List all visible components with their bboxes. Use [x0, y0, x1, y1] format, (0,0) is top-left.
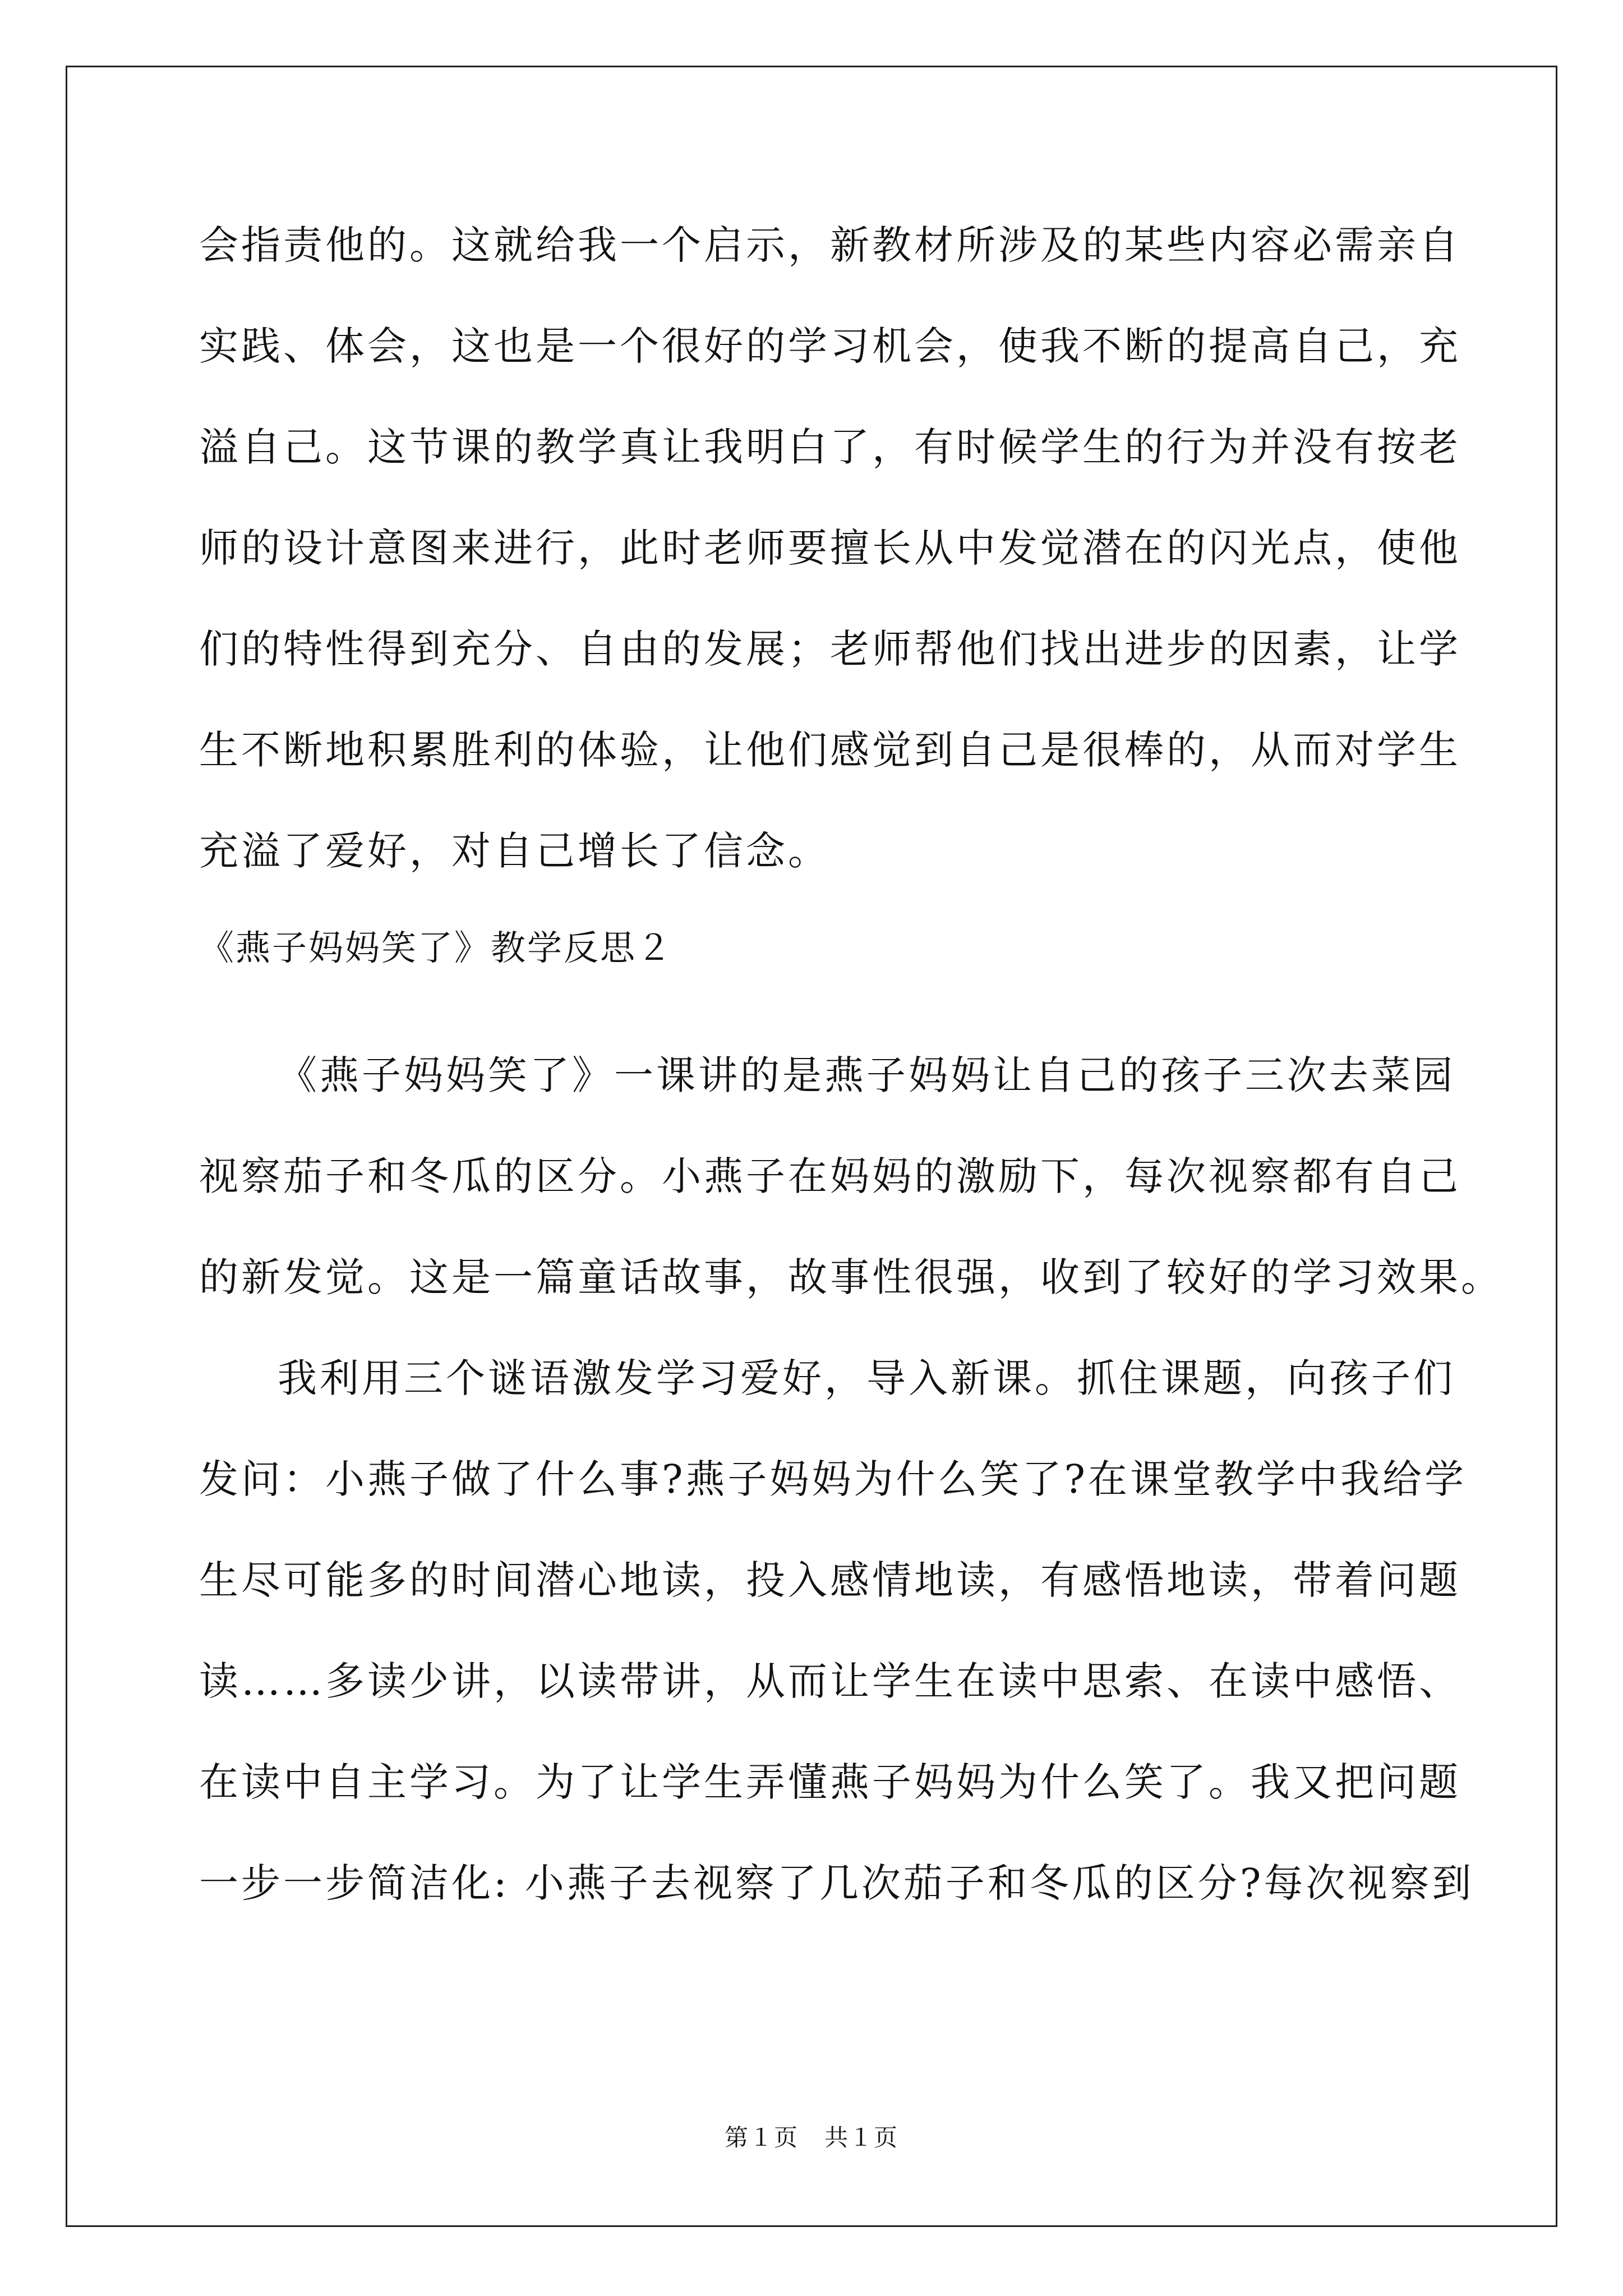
- text-line: 《燕子妈妈笑了》一课讲的是燕子妈妈让自己的孩子三次去菜园: [278, 1052, 1455, 1098]
- text-line: 充溢了爱好，对自己增长了信念。: [199, 828, 830, 874]
- text-line: 我利用三个谜语激发学习爱好，导入新课。抓住课题，向孩子们: [278, 1355, 1455, 1401]
- text-line: 读……多读少讲，以读带讲，从而让学生在读中思索、在读中感悟、: [199, 1658, 1461, 1704]
- text-line: 实践、体会，这也是一个很好的学习机会，使我不断的提高自己，充: [199, 323, 1461, 369]
- page-footer: 第１页 共１页: [724, 2124, 899, 2151]
- text-line: 会指责他的。这就给我一个启示，新教材所涉及的某些内容必需亲自: [199, 222, 1461, 268]
- text-line: 发问：小燕子做了什么事?燕子妈妈为什么笑了?在课堂教学中我给学: [199, 1456, 1467, 1502]
- text-line: 师的设计意图来进行，此时老师要擅长从中发觉潜在的闪光点，使他: [199, 525, 1461, 571]
- text-line: 的新发觉。这是一篇童话故事，故事性很强，收到了较好的学习效果。: [199, 1254, 1503, 1300]
- section-heading: 《燕子妈妈笑了》教学反思２: [199, 927, 674, 968]
- text-line: 生不断地积累胜利的体验，让他们感觉到自己是很棒的，从而对学生: [199, 727, 1461, 773]
- text-line: 视察茄子和冬瓜的区分。小燕子在妈妈的激励下，每次视察都有自己: [199, 1153, 1461, 1199]
- text-line: 溢自己。这节课的教学真让我明白了，有时候学生的行为并没有按老: [199, 424, 1461, 470]
- text-line: 一步一步简洁化: 小燕子去视察了几次茄子和冬瓜的区分?每次视察到: [199, 1860, 1474, 1906]
- text-line: 在读中自主学习。为了让学生弄懂燕子妈妈为什么笑了。我又把问题: [199, 1759, 1461, 1805]
- text-line: 生尽可能多的时间潜心地读，投入感情地读，有感悟地读，带着问题: [199, 1557, 1461, 1603]
- text-line: 们的特性得到充分、自由的发展；老师帮他们找出进步的因素，让学: [199, 626, 1461, 672]
